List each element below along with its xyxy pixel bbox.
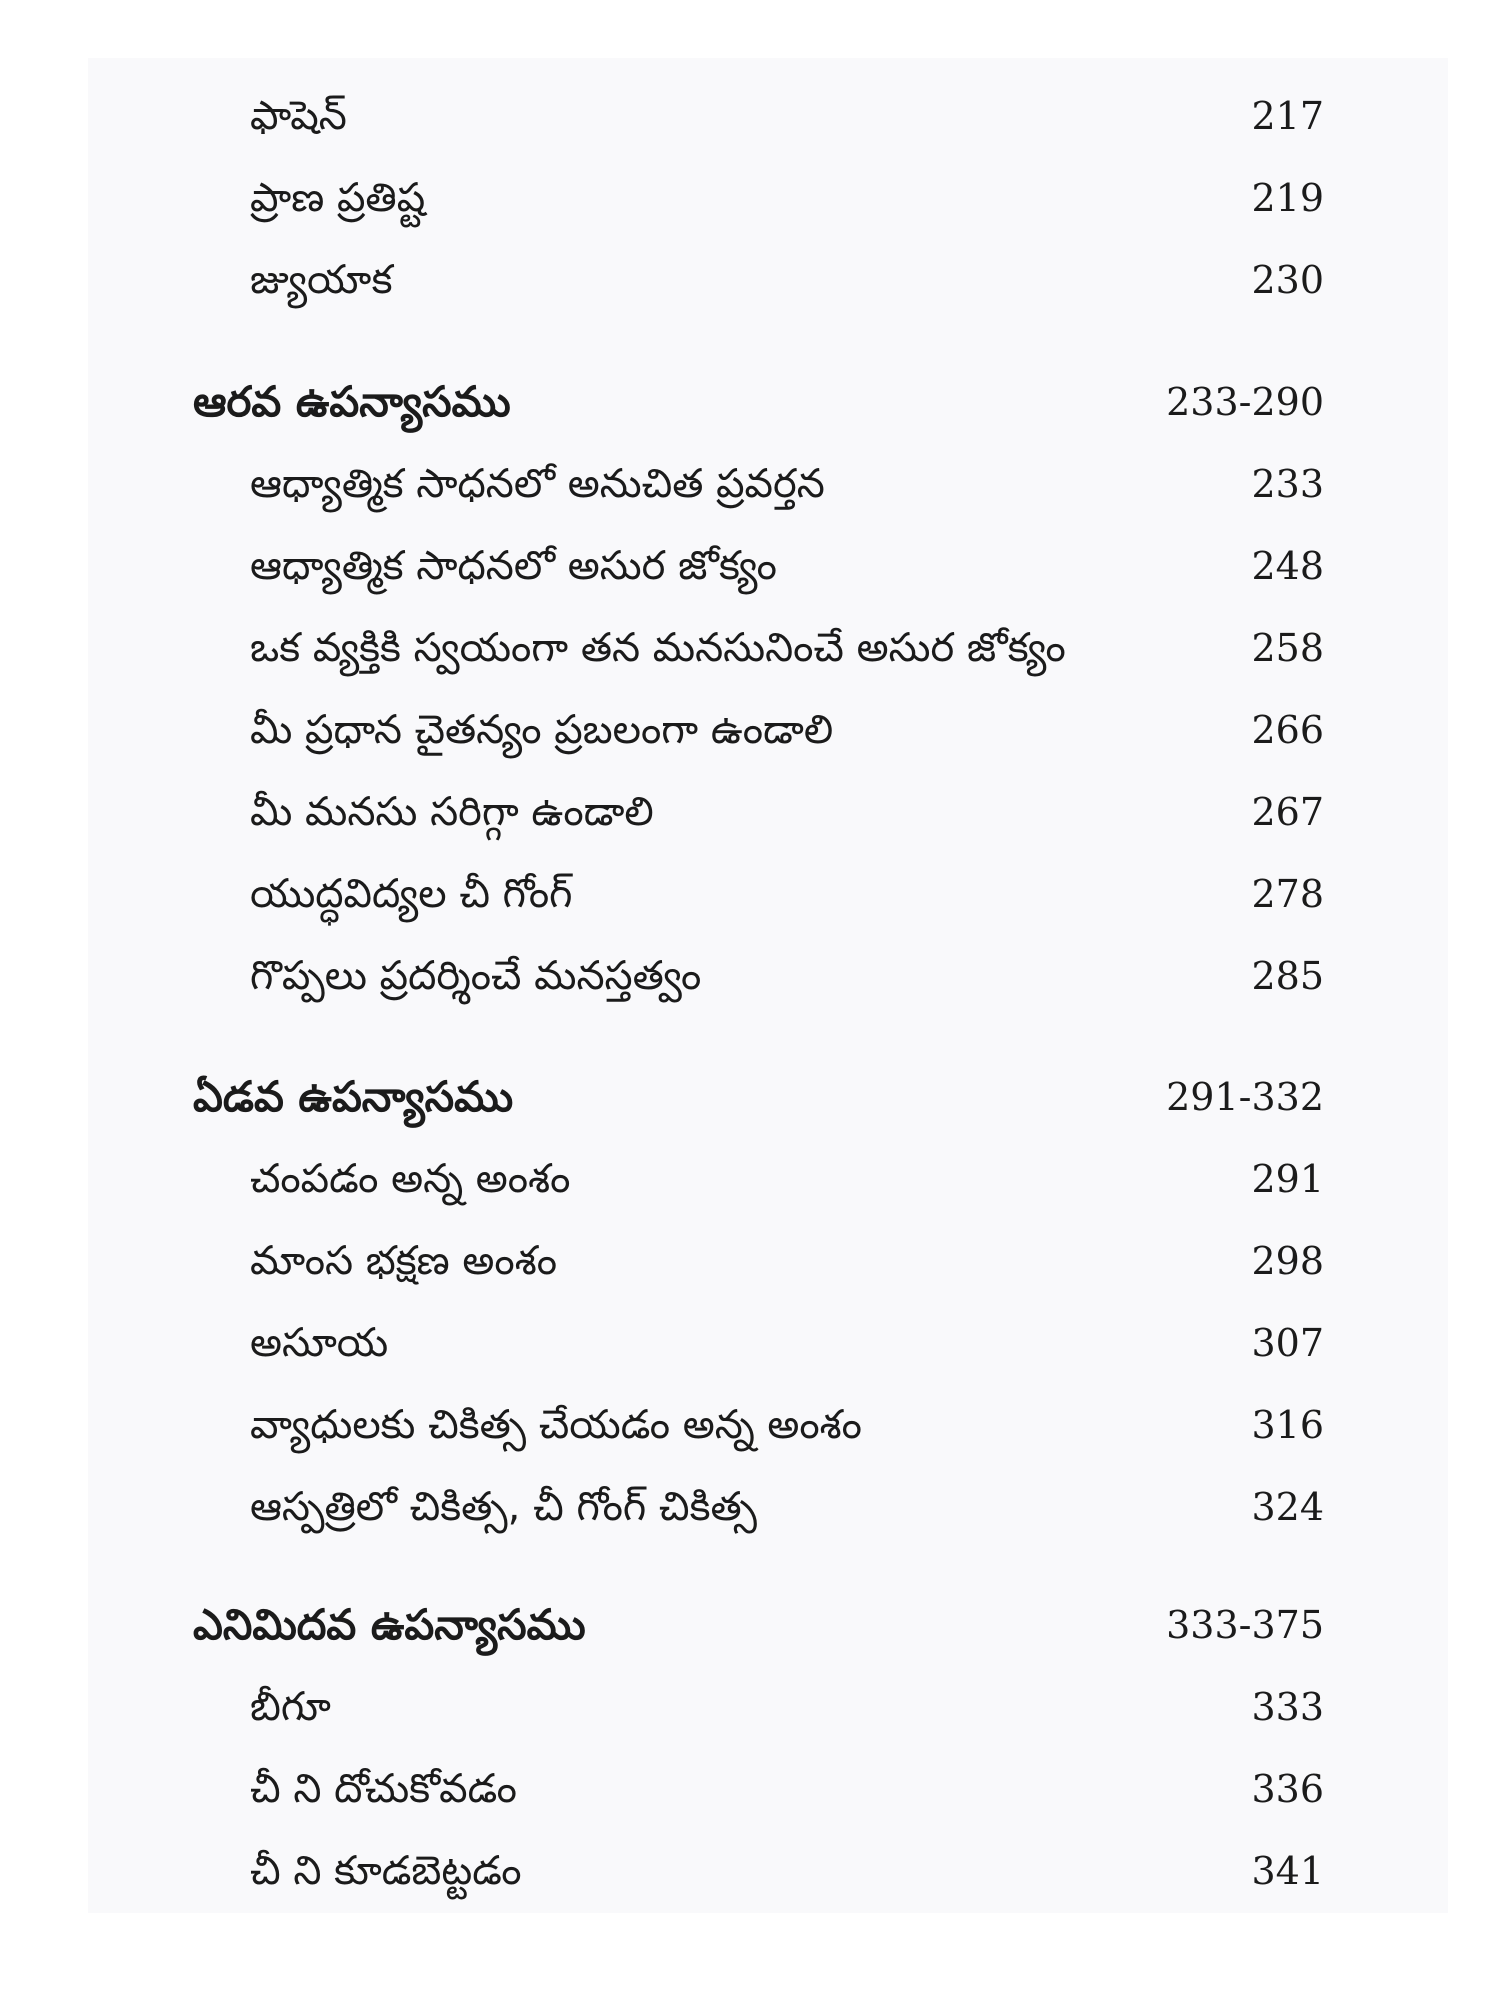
- section-title: ఏడవ ఉపన్యాసము: [193, 1072, 514, 1121]
- entry-page: 278: [1251, 872, 1324, 916]
- entry-title: ఆస్పత్రిలో చికిత్స, చీ గోంగ్ చికిత్స: [250, 1484, 757, 1530]
- entry-page: 258: [1251, 626, 1324, 670]
- toc-entry: [0, 618, 1500, 678]
- toc-entry: [0, 86, 1500, 146]
- section-page-range: 333-375: [1166, 1603, 1324, 1647]
- entry-title: అసూయ: [250, 1320, 389, 1366]
- toc-entry: [0, 454, 1500, 514]
- section-heading: [0, 372, 1500, 432]
- entry-title: చీ ని దోచుకోవడం: [250, 1766, 517, 1812]
- entry-title: చీ ని కూడబెట్టడం: [250, 1848, 522, 1894]
- entry-title: వ్యాధులకు చికిత్స చేయడం అన్న అంశం: [250, 1402, 862, 1448]
- section-heading: [0, 1067, 1500, 1127]
- entry-title: మీ మనసు సరిగ్గా ఉండాలి: [250, 789, 654, 835]
- toc-entry: [0, 1149, 1500, 1209]
- entry-title: ప్రాణ ప్రతిష్ట: [250, 175, 426, 221]
- entry-page: 233: [1251, 462, 1324, 506]
- section-page-range: 291-332: [1166, 1075, 1324, 1119]
- toc-entry: [0, 864, 1500, 924]
- entry-page: 316: [1251, 1403, 1324, 1447]
- toc-entry: [0, 250, 1500, 310]
- toc-entry: [0, 1477, 1500, 1537]
- toc-entry: [0, 700, 1500, 760]
- entry-title: ఫాషెన్: [250, 93, 347, 139]
- toc-entry: [0, 1841, 1500, 1901]
- entry-title: గొప్పలు ప్రదర్శించే మనస్తత్వం: [250, 953, 702, 999]
- entry-title: ఆధ్యాత్మిక సాధనలో అసుర జోక్యం: [250, 543, 777, 589]
- entry-title: ఆధ్యాత్మిక సాధనలో అనుచిత ప్రవర్తన: [250, 461, 825, 507]
- toc-entry: [0, 946, 1500, 1006]
- entry-page: 217: [1251, 94, 1324, 138]
- entry-page: 333: [1251, 1685, 1324, 1729]
- toc-entry: [0, 536, 1500, 596]
- toc-entry: [0, 1759, 1500, 1819]
- toc-entry: [0, 1231, 1500, 1291]
- entry-title: చంపడం అన్న అంశం: [250, 1156, 571, 1202]
- entry-page: 341: [1251, 1849, 1324, 1893]
- entry-page: 219: [1251, 176, 1324, 220]
- toc-entry: [0, 1395, 1500, 1455]
- entry-page: 248: [1251, 544, 1324, 588]
- entry-title: ఒక వ్యక్తికి స్వయంగా తన మనసునించే అసుర జోక్యం: [250, 625, 1066, 671]
- entry-page: 324: [1251, 1485, 1324, 1529]
- entry-title: బీగూ: [250, 1684, 331, 1730]
- entry-title: మీ ప్రధాన చైతన్యం ప్రబలంగా ఉండాలి: [250, 707, 834, 753]
- entry-page: 266: [1251, 708, 1324, 752]
- toc-entry: [0, 1677, 1500, 1737]
- entry-page: 307: [1251, 1321, 1324, 1365]
- entry-page: 336: [1251, 1767, 1324, 1811]
- entry-page: 230: [1251, 258, 1324, 302]
- entry-title: యుద్ధవిద్యల చీ గోంగ్: [250, 871, 573, 917]
- toc-entry: [0, 1313, 1500, 1373]
- entry-page: 285: [1251, 954, 1324, 998]
- section-title: ఆరవ ఉపన్యాసము: [193, 377, 511, 426]
- entry-page: 298: [1251, 1239, 1324, 1283]
- entry-title: జ్యుయాక: [250, 257, 393, 303]
- entry-page: 291: [1251, 1157, 1324, 1201]
- entry-title: మాంస భక్షణ అంశం: [250, 1238, 557, 1284]
- entry-page: 267: [1251, 790, 1324, 834]
- toc-entry: [0, 782, 1500, 842]
- section-page-range: 233-290: [1166, 380, 1324, 424]
- section-heading: [0, 1595, 1500, 1655]
- section-title: ఎనిమిదవ ఉపన్యాసము: [193, 1600, 586, 1649]
- toc-entry: [0, 168, 1500, 228]
